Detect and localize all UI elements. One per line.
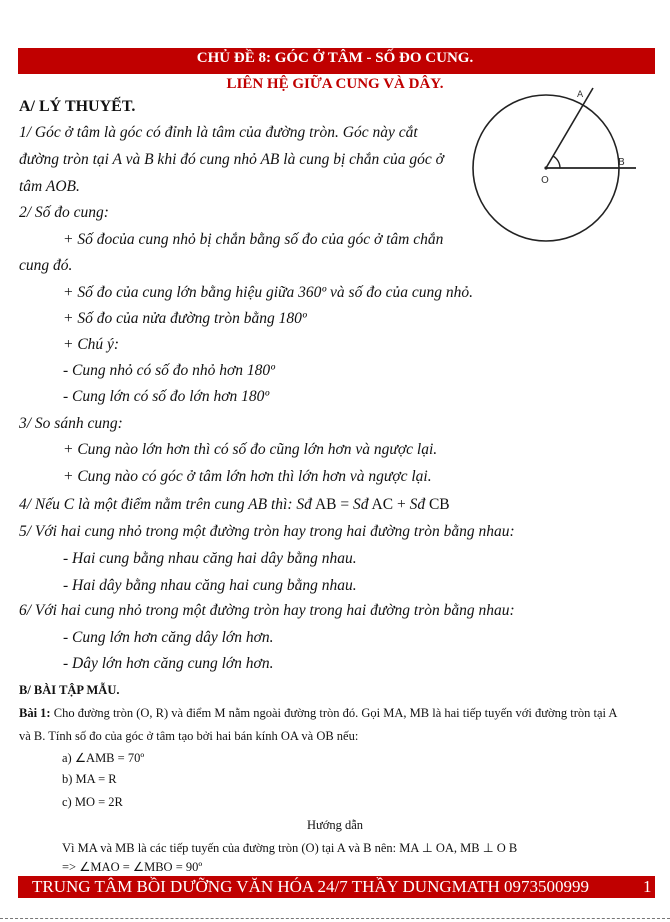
- guide-line: => ∠MAO = ∠MBO = 90º: [62, 860, 203, 874]
- central-angle-figure: [460, 80, 670, 260]
- guide-title: Hướng dẫn: [306, 818, 364, 832]
- section-b-heading: B/ BÀI TẬP MẪU.: [19, 683, 120, 697]
- page-number: 1: [643, 877, 652, 896]
- p1-line-1: 1/ Góc ở tâm là góc có đỉnh là tâm của đường tròn. Góc này cắt: [19, 124, 418, 141]
- problem-line-1: [19, 706, 617, 721]
- center-point: [544, 166, 547, 169]
- p2-item: + Số đo của nửa đường tròn bằng 180º: [63, 310, 307, 327]
- formula-op: =: [340, 496, 350, 513]
- guide-line: Vì MA và MB là các tiếp tuyến của đường tròn (O) tại A và B nên: MA ⊥ OA, MB ⊥ O B: [62, 841, 518, 855]
- footer-text: TRUNG TÂM BỒI DƯỠNG VĂN HÓA 24/7 THẦY DUNGMATH 0973500999: [32, 877, 590, 896]
- angle-arc-icon: [553, 156, 560, 168]
- p5-item: - Hai dây bằng nhau căng hai cung bằng nhau.: [63, 577, 357, 594]
- p3-item: + Cung nào có góc ở tâm lớn hơn thì lớn hơn và ngược lại.: [63, 468, 432, 485]
- p5-title: 5/ Với hai cung nhỏ trong một đường tròn hay trong hai đường tròn bằng nhau:: [19, 523, 515, 540]
- p2-item: - Cung lớn có số đo lớn hơn 180º: [63, 388, 270, 405]
- p2-item: - Cung nhỏ có số đo nhỏ hơn 180º: [63, 362, 275, 379]
- label-b: B: [618, 157, 625, 168]
- formula-sd: Sđ: [296, 496, 312, 513]
- label-o: O: [541, 175, 549, 186]
- p1-line-3: tâm AOB.: [19, 178, 80, 195]
- section-a-heading: A/ LÝ THUYẾT.: [19, 98, 136, 115]
- p5-item: - Hai cung bằng nhau căng hai dây bằng nhau.: [63, 550, 357, 567]
- p4-text: 4/ Nếu C là một điểm nằm trên cung AB thì:: [19, 496, 293, 513]
- problem-line-2: và B. Tính số đo của góc ở tâm tạo bởi hai bán kính OA và OB nếu:: [19, 729, 359, 743]
- case-a: a) ∠AMB = 70º: [62, 751, 145, 765]
- page-break-divider: [0, 918, 670, 919]
- p4-line: [19, 496, 450, 514]
- p2-item: + Số đocủa cung nhỏ bị chắn bằng số đo của góc ở tâm chắn: [63, 231, 444, 248]
- case-c: c) MO = 2R: [62, 795, 123, 809]
- formula-arc: AC: [371, 496, 394, 513]
- p2-item: + Chú ý:: [63, 336, 120, 353]
- formula-op: +: [396, 496, 406, 513]
- formula-arc: AB: [314, 496, 337, 513]
- problem-label: Bài 1:: [19, 706, 51, 720]
- formula-sd: Sđ: [352, 496, 369, 513]
- case-b: b) MA = R: [62, 772, 117, 786]
- formula-sd: Sđ: [409, 496, 426, 513]
- p1-line-2: đường tròn tại A và B khi đó cung nhỏ AB là cung bị chắn của góc ở: [19, 151, 444, 168]
- p3-title: 3/ So sánh cung:: [19, 415, 123, 432]
- document-subtitle: LIÊN HỆ GIỮA CUNG VÀ DÂY.: [226, 76, 444, 92]
- problem-text: Cho đường tròn (O, R) và điểm M nằm ngoài đường tròn đó. Gọi MA, MB là hai tiếp tuyến với đường tròn tại A: [50, 706, 618, 720]
- p6-title: 6/ Với hai cung nhỏ trong một đường tròn hay trong hai đường tròn bằng nhau:: [19, 602, 515, 619]
- p6-item: - Cung lớn hơn căng dây lớn hơn.: [63, 629, 274, 646]
- label-a: A: [577, 90, 584, 100]
- p2-title: 2/ Số đo cung:: [19, 204, 109, 221]
- p6-item: - Dây lớn hơn căng cung lớn hơn.: [63, 655, 274, 672]
- formula-arc: CB: [428, 496, 450, 513]
- document-title: CHỦ ĐỀ 8: GÓC Ở TÂM - SỐ ĐO CUNG.: [196, 50, 474, 66]
- p2-item: cung đó.: [19, 257, 73, 274]
- p2-item: + Số đo của cung lớn bằng hiệu giữa 360º và số đo của cung nhỏ.: [63, 284, 473, 301]
- p3-item: + Cung nào lớn hơn thì có số đo cũng lớn hơn và ngược lại.: [63, 441, 438, 458]
